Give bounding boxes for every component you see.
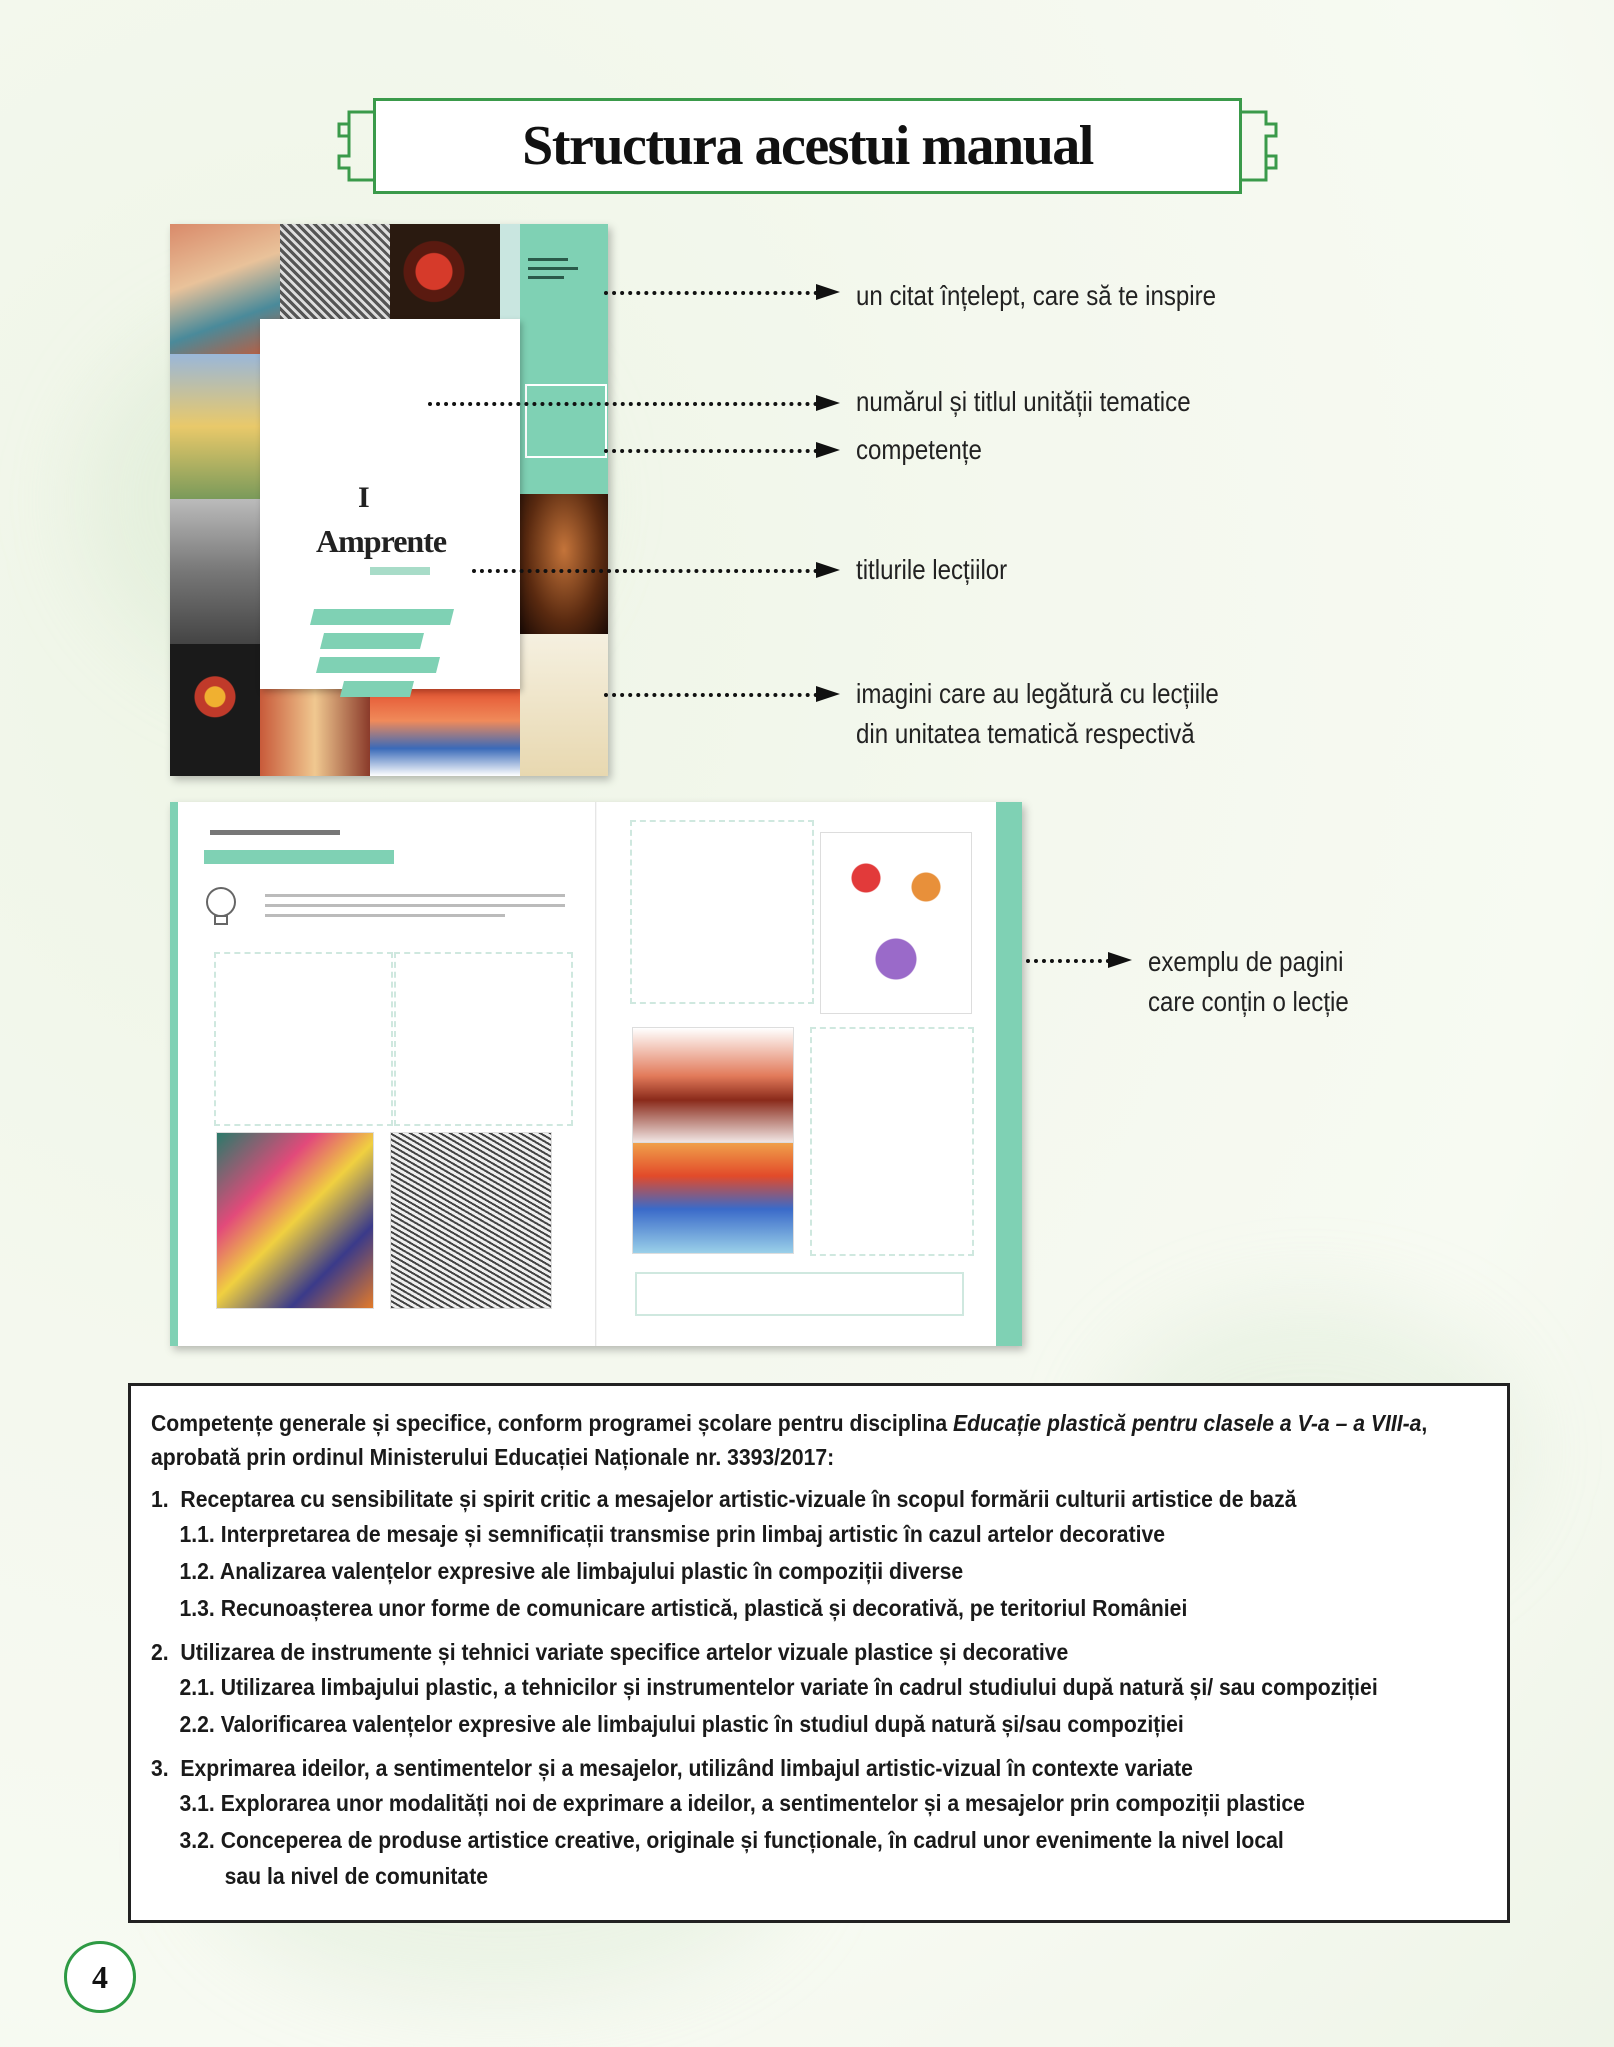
annotation-lesson-titles: titlurile lecțiilor [856,554,1008,585]
watercolor-image [632,1027,794,1149]
lesson-title-bar [316,657,440,673]
text-column [630,820,814,1004]
competence-item: 3.1. Explorarea unor modalități noi de exprimare a ideilor, a sentimentelor și a mesajelor prin compoziții plastice [179,1790,1305,1816]
landscape-thumbnail [170,354,260,499]
house-thumbnail [170,499,260,644]
lesson-title-bar [320,633,424,649]
lightbulb-icon [196,882,246,932]
info-box [635,1272,964,1316]
spread-side-bar [996,802,1022,1346]
fruit-painting-image [820,832,972,1014]
engraving-thumbnail [280,224,390,319]
page-title: Structura acestui manual [522,115,1093,177]
quote-block [528,252,588,292]
competences-frame [128,1383,1510,1923]
abstract-thumbnail [260,684,370,776]
engraving-image [390,1132,552,1309]
chapter-page-preview [170,224,608,776]
decor-tile [500,224,520,319]
text-column [810,1027,974,1256]
pointer-arrow [604,686,840,702]
competence-group: 1. Receptarea cu sensibilitate și spirit critic a mesajelor artistic-vizuale în scopul formării culturii artistice de bază [151,1486,1297,1512]
lesson-title-bar [340,681,414,697]
unit-title: Amprente [316,523,447,559]
competence-item: 3.2. Conceperea de produse artistice creative, originale și funcționale, în cadrul unor evenimente la nivel local [179,1827,1284,1853]
lesson-title-bar [310,609,454,625]
annotation-competences: competențe [856,434,982,465]
competences-intro: Competențe generale și specifice, conform programei școlare pentru disciplina Educație plastică pentru clasele a V-a – a VIII-a, aprobată prin ordinul Ministerului Educației Naționale nr. 3393/2017: [151,1410,1428,1470]
unit-number: I [358,481,370,514]
text-column [214,952,393,1126]
competence-item: 1.3. Recunoașterea unor forme de comunicare artistică, plastică și decorativă, pe teritoriul României [179,1595,1188,1621]
lesson-spread-preview [170,802,1022,1346]
competence-item: 2.2. Valorificarea valențelor expresive ale limbajului plastic în studiul după natură și/sau compoziției [179,1711,1184,1737]
flowers-thumbnail [390,224,500,319]
chapter-title-card [260,319,520,689]
page-number: 4 [64,1941,136,2013]
seascape-image [632,1142,794,1254]
pointer-arrow [1026,952,1132,968]
bouquet-thumbnail [170,644,260,776]
vase-thumbnail [520,634,608,776]
annotation-unit-title: numărul și titlul unității tematice [856,386,1191,417]
seascape-thumbnail [370,684,520,776]
competence-group: 3. Exprimarea ideilor, a sentimentelor și a mesajelor, utilizând limbajul artistic-vizual în contexte variate [151,1755,1193,1781]
unit-subtitle [370,567,430,575]
pointer-arrow [604,442,840,458]
pointer-arrow [472,562,840,578]
title-frame [373,98,1242,194]
title-banner [335,98,1280,194]
banner-ornament-right-icon [1236,102,1280,190]
annotation-images: imagini care au legătură cu lecțiile din unitatea tematică respectivă [856,678,1219,749]
text-column [394,952,573,1126]
pointer-arrow [428,395,840,411]
competence-item: 1.1. Interpretarea de mesaje și semnificații transmise prin limbaj artistic în cazul artelor decorative [179,1521,1166,1547]
competence-item: 2.1. Utilizarea limbajului plastic, a tehnicilor și instrumentelor variate în cadrul studiului după natură și/ sau compoziției [179,1674,1378,1700]
lesson-heading-bar [204,850,394,864]
competence-group: 2. Utilizarea de instrumente și tehnici variate specifice artelor vizuale plastice și decorative [151,1639,1069,1665]
pointer-arrow [604,284,840,300]
competence-item: 1.2. Analizarea valențelor expresive ale limbajului plastic în compoziții diverse [179,1558,964,1584]
competences-content [151,1406,1485,1893]
competence-item-continuation: sau la nivel de comunitate [224,1863,489,1889]
annotation-lesson-pages: exemplu de pagini care conțin o lecție [1148,946,1349,1017]
annotation-quote: un citat înțelept, care să te inspire [856,280,1217,311]
painting-image [216,1132,374,1309]
